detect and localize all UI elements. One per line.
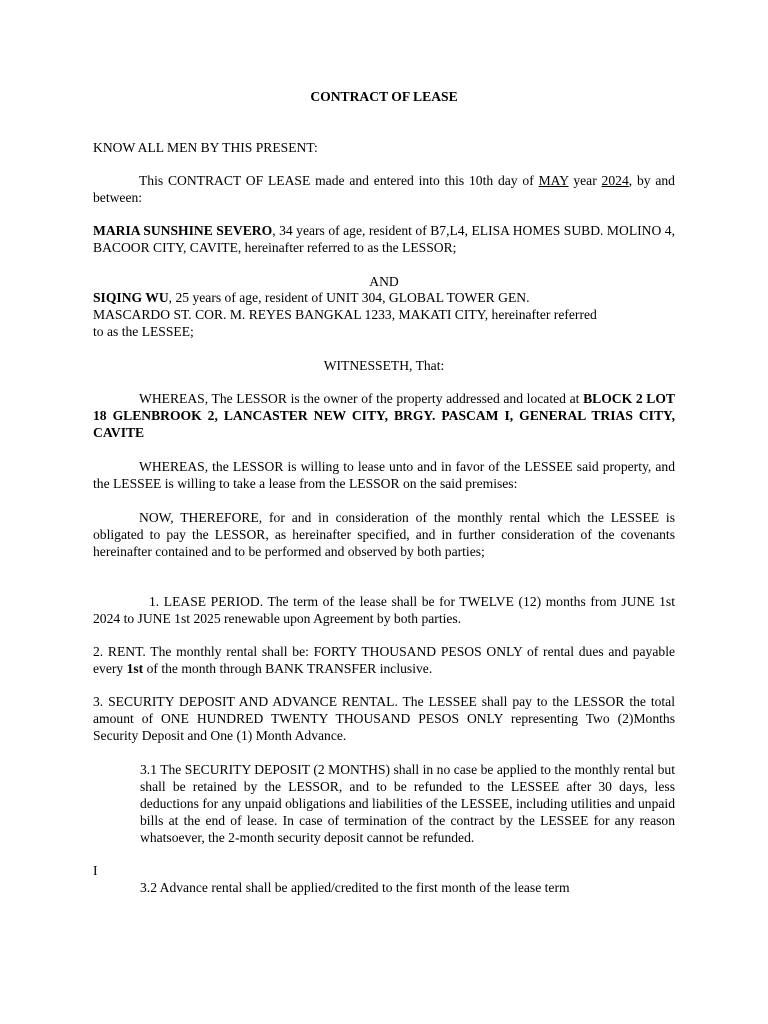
witnesseth-heading: WITNESSETH, That: [323,358,445,373]
clause-2-due-day: 1st [126,661,144,676]
whereas-owner-text: WHEREAS, The LESSOR is the owner of the property addressed and located at [139,391,584,406]
lessor-paragraph [93,222,675,256]
lessee-paragraph [93,289,675,340]
preamble-month: MAY [538,173,569,188]
property-address: BLOCK 2 LOT 18 GLENBROOK 2, LANCASTER NEW CITY, BRGY. PASCAM I, GENERAL TRIAS CITY, CAVITE [93,391,675,440]
lessee-line-1-text: , 25 years of age, resident of UNIT 304, GLOBAL TOWER GEN. [168,290,530,305]
now-therefore-paragraph: NOW, THEREFORE, for and in consideration of the monthly rental which the LESSEE is obligated to pay the LESSOR, as hereinafter specified, and in further consideration of the covenants hereinafter contained and to be performed and observed by both parties; [93,510,675,559]
lessee-line-2: MASCARDO ST. COR. M. REYES BANGKAL 1233, MAKATI CITY, hereinafter referred [93,307,597,322]
clause-3-2-paragraph: 3.2 Advance rental shall be applied/credited to the first month of the lease term [140,880,570,895]
lessee-name: SIQING WU [93,290,169,305]
intro-line: KNOW ALL MEN BY THIS PRESENT: [93,140,318,155]
stray-mark: I [93,863,98,878]
preamble-year: 2024 [601,173,629,188]
clause-2-text-2: of the month through BANK TRANSFER inclusive. [143,661,433,676]
preamble-paragraph [93,172,675,206]
preamble-text-1: This CONTRACT OF LEASE made and entered into this 10th day of [139,173,539,188]
preamble-text-2: year [568,173,602,188]
clause-3-1-paragraph: 3.1 The SECURITY DEPOSIT (2 MONTHS) shall in no case be applied to the monthly rental but shall be retained by the LESSOR, and to be refunded to the LESSEE after 30 days, less deductions for any unpaid obligations and liabilities of the LESSEE, including utilities and unpaid bills at the end of lease. In case of termination of the contract by the LESSEE for any reason whatsoever, the 2-month security deposit cannot be refunded. [140,762,675,845]
document-title [93,88,675,105]
lessee-line-1 [93,289,675,306]
whereas-owner-paragraph [93,390,675,441]
clause-1-lease-period: 1. LEASE PERIOD. The term of the lease shall be for TWELVE (12) months from JUNE 1st 2024 to JUNE 1st 2025 renewable upon Agreement by both parties. [93,594,675,626]
preamble-text-3: , by and between: [93,173,675,205]
whereas-willing-paragraph: WHEREAS, the LESSOR is willing to lease unto and in favor of the LESSEE said property, and the LESSEE is willing to take a lease from the LESSOR on the said premises: [93,459,675,491]
lessor-name: MARIA SUNSHINE SEVERO [93,223,273,238]
and-separator: AND [369,274,399,289]
lessor-details: , 34 years of age, resident of B7,L4, ELISA HOMES SUBD. MOLINO 4, BACOOR CITY, CAVITE, hereinafter referred to as the LESSOR; [93,223,675,255]
lessee-line-3: to as the LESSEE; [93,324,194,339]
clause-3-security-deposit: 3. SECURITY DEPOSIT AND ADVANCE RENTAL. The LESSEE shall pay to the LESSOR the total amount of ONE HUNDRED TWENTY THOUSAND PESOS ONLY representing Two (2)Months Security Deposit and One (1) Month Advance. [93,694,675,743]
title-text: CONTRACT OF LEASE [310,89,458,104]
clause-2-text-1: 2. RENT. The monthly rental shall be: FORTY THOUSAND PESOS ONLY of rental dues and payable every [93,644,675,676]
clause-2-rent [93,643,675,677]
